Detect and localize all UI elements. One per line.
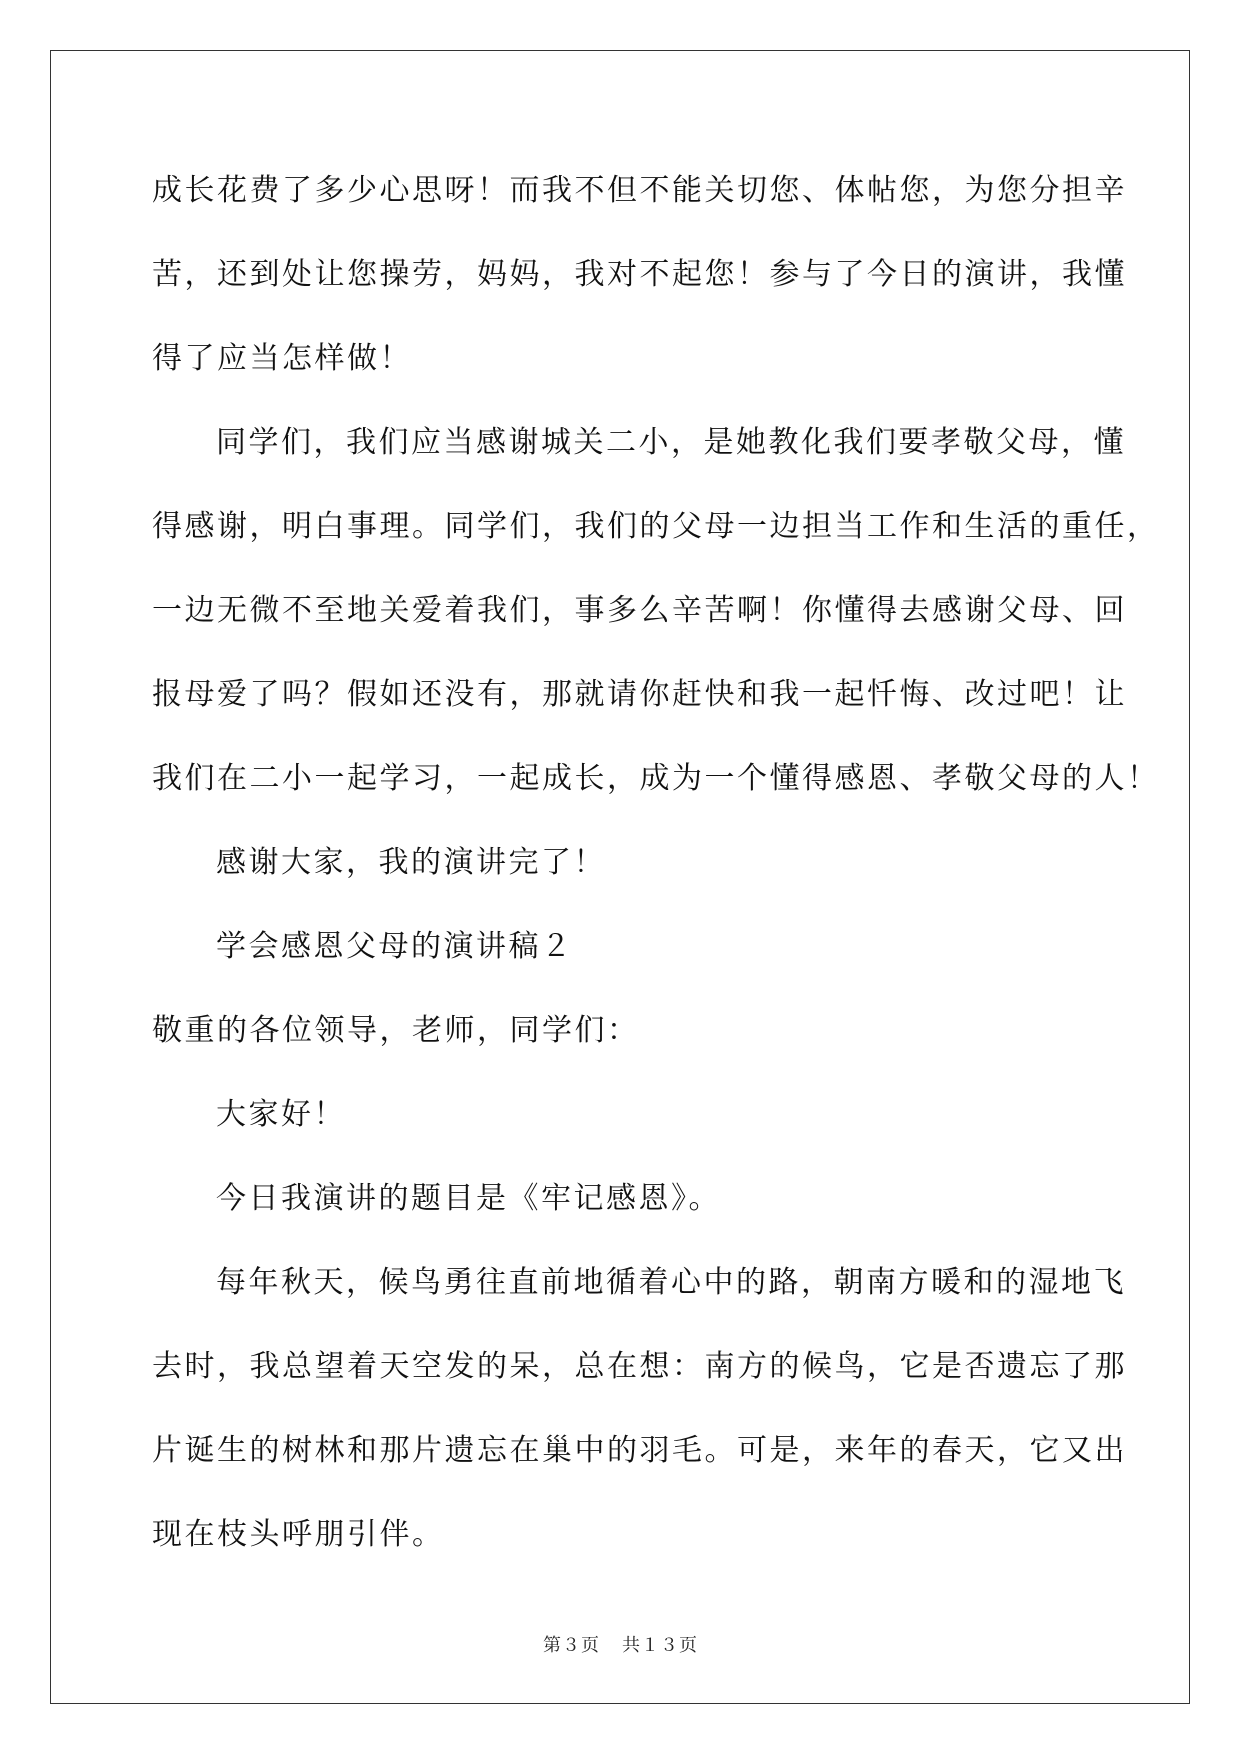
text-line: 苦，还到处让您操劳，妈妈，我对不起您！参与了今日的演讲，我懂 bbox=[152, 257, 1127, 292]
text-line: 一边无微不至地关爱着我们，事多么辛苦啊！你懂得去感谢父母、回 bbox=[152, 593, 1127, 628]
text-line: 得了应当怎样做！ bbox=[152, 341, 412, 376]
paragraph-start-line: 每年秋天，候鸟勇往直前地循着心中的路，朝南方暖和的湿地飞 bbox=[216, 1265, 1126, 1300]
greeting-line: 大家好！ bbox=[216, 1097, 346, 1132]
salutation-line: 敬重的各位领导，老师，同学们： bbox=[152, 1013, 640, 1048]
page-number: 第３页 bbox=[543, 1635, 600, 1656]
text-line: 成长花费了多少心思呀！而我不但不能关切您、体帖您，为您分担辛 bbox=[152, 173, 1127, 208]
section-title: 学会感恩父母的演讲稿２ bbox=[216, 929, 574, 964]
text-line: 片诞生的树林和那片遗忘在巢中的羽毛。可是，来年的春天，它又出 bbox=[152, 1433, 1127, 1468]
closing-line: 感谢大家，我的演讲完了！ bbox=[216, 845, 606, 880]
text-line: 去时，我总望着天空发的呆，总在想：南方的候鸟，它是否遗忘了那 bbox=[152, 1349, 1127, 1384]
text-line: 报母爱了吗？假如还没有，那就请你赶快和我一起忏悔、改过吧！让 bbox=[152, 677, 1127, 712]
document-body bbox=[152, 160, 1160, 1588]
text-line: 我们在二小一起学习，一起成长，成为一个懂得感恩、孝敬父母的人！ bbox=[152, 761, 1160, 796]
page-total: 共１３页 bbox=[622, 1635, 698, 1656]
topic-line: 今日我演讲的题目是《牢记感恩》。 bbox=[216, 1181, 721, 1216]
text-line: 现在枝头呼朋引伴。 bbox=[152, 1517, 445, 1552]
page-footer bbox=[0, 1631, 1241, 1657]
text-line: 得感谢，明白事理。同学们，我们的父母一边担当工作和生活的重任， bbox=[152, 509, 1160, 544]
paragraph-start-line: 同学们，我们应当感谢城关二小，是她教化我们要孝敬父母，懂 bbox=[216, 425, 1126, 460]
